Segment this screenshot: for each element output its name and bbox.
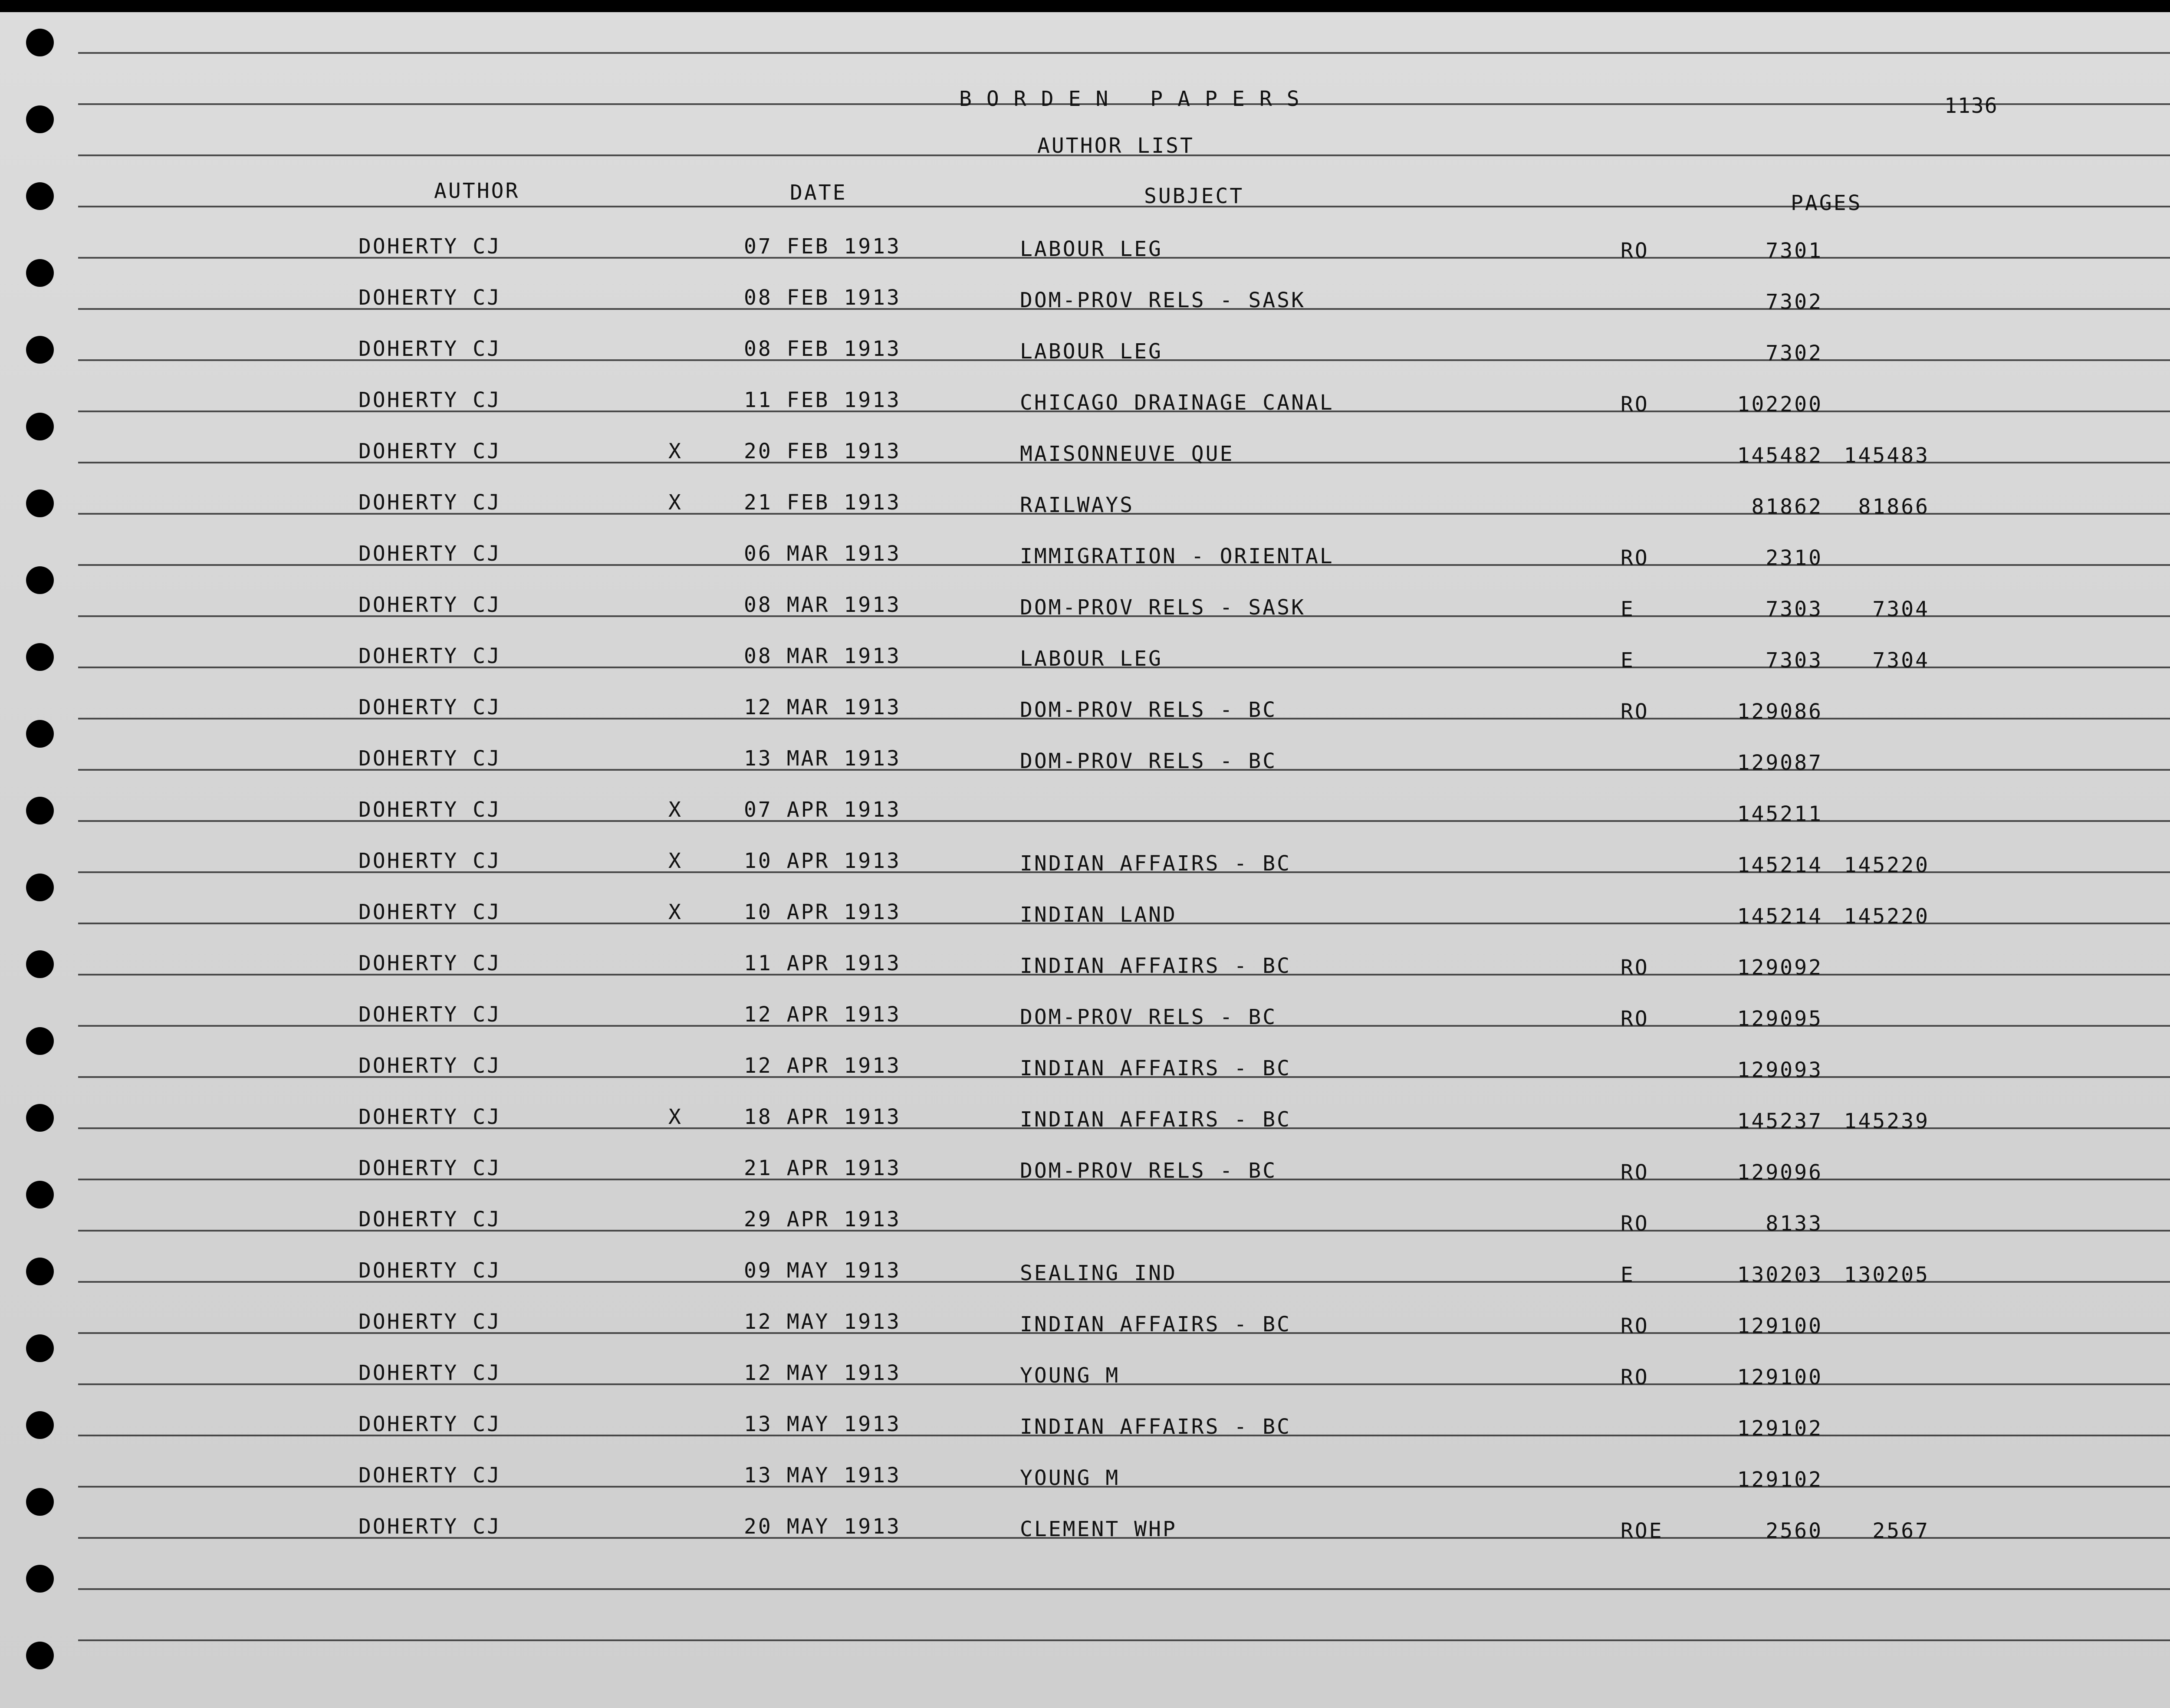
subject-cell: DOM-PROV RELS - BC xyxy=(1020,1005,1277,1029)
page-start-cell: 7302 xyxy=(1766,290,1823,314)
column-header-date: DATE xyxy=(790,181,847,205)
date-cell: 08 FEB 1913 xyxy=(744,337,901,361)
feed-hole xyxy=(26,874,54,901)
page-start-cell: 7303 xyxy=(1766,597,1823,621)
code-cell: RO xyxy=(1621,1314,1649,1338)
author-cell: DOHERTY CJ xyxy=(358,798,501,822)
author-cell: DOHERTY CJ xyxy=(358,1412,501,1436)
date-cell: 20 FEB 1913 xyxy=(744,439,901,463)
subject-cell: LABOUR LEG xyxy=(1020,647,1163,671)
date-cell: 08 FEB 1913 xyxy=(744,286,901,310)
page-start-cell: 129102 xyxy=(1737,1416,1823,1441)
page-start-cell: 129100 xyxy=(1737,1314,1823,1338)
flag-cell: X xyxy=(668,900,683,924)
subject-cell: LABOUR LEG xyxy=(1020,339,1163,364)
code-cell: RO xyxy=(1621,1212,1649,1236)
feed-hole xyxy=(26,950,54,978)
flag-cell: X xyxy=(668,798,683,822)
subject-cell: RAILWAYS xyxy=(1020,493,1134,517)
author-cell: DOHERTY CJ xyxy=(358,1105,501,1129)
page-start-cell: 145214 xyxy=(1737,904,1823,929)
date-cell: 10 APR 1913 xyxy=(744,849,901,873)
feed-hole xyxy=(26,1104,54,1132)
subject-cell: IMMIGRATION - ORIENTAL xyxy=(1020,544,1334,568)
page-end-cell: 145483 xyxy=(1844,443,1930,468)
date-cell: 10 APR 1913 xyxy=(744,900,901,924)
date-cell: 21 APR 1913 xyxy=(744,1156,901,1180)
author-cell: DOHERTY CJ xyxy=(358,1258,501,1283)
page-end-cell: 7304 xyxy=(1872,648,1930,673)
date-cell: 11 APR 1913 xyxy=(744,951,901,976)
feed-hole xyxy=(26,29,54,56)
page-start-cell: 102200 xyxy=(1737,392,1823,417)
feed-hole xyxy=(26,489,54,517)
feed-hole xyxy=(26,720,54,748)
date-cell: 13 MAY 1913 xyxy=(744,1412,901,1436)
page-start-cell: 129095 xyxy=(1737,1007,1823,1031)
page-end-cell: 81866 xyxy=(1858,495,1930,519)
flag-cell: X xyxy=(668,1105,683,1129)
code-cell: ROE xyxy=(1621,1519,1664,1543)
column-header-subject: SUBJECT xyxy=(1144,184,1244,208)
date-cell: 12 APR 1913 xyxy=(744,1054,901,1078)
author-cell: DOHERTY CJ xyxy=(358,234,501,259)
code-cell: RO xyxy=(1621,1007,1649,1031)
author-cell: DOHERTY CJ xyxy=(358,286,501,310)
date-cell: 12 MAY 1913 xyxy=(744,1361,901,1385)
author-cell: DOHERTY CJ xyxy=(358,1361,501,1385)
author-cell: DOHERTY CJ xyxy=(358,1002,501,1027)
feed-hole xyxy=(26,1334,54,1362)
page-start-cell: 129093 xyxy=(1737,1058,1823,1082)
printout-sheet xyxy=(0,12,2170,1708)
subject-cell: DOM-PROV RELS - BC xyxy=(1020,749,1277,773)
date-cell: 18 APR 1913 xyxy=(744,1105,901,1129)
code-cell: E xyxy=(1621,597,1635,621)
page-end-cell: 145239 xyxy=(1844,1109,1930,1133)
feed-hole xyxy=(26,1411,54,1439)
page-start-cell: 129102 xyxy=(1737,1468,1823,1492)
subject-cell: CLEMENT WHP xyxy=(1020,1517,1177,1541)
page-start-cell: 129087 xyxy=(1737,751,1823,775)
page-start-cell: 145214 xyxy=(1737,853,1823,877)
code-cell: RO xyxy=(1621,700,1649,724)
feed-hole xyxy=(26,1488,54,1516)
date-cell: 07 FEB 1913 xyxy=(744,234,901,259)
author-cell: DOHERTY CJ xyxy=(358,746,501,771)
date-cell: 21 FEB 1913 xyxy=(744,490,901,515)
page-start-cell: 145482 xyxy=(1737,443,1823,468)
author-cell: DOHERTY CJ xyxy=(358,388,501,412)
date-cell: 13 MAR 1913 xyxy=(744,746,901,771)
author-cell: DOHERTY CJ xyxy=(358,695,501,719)
feed-hole xyxy=(26,1027,54,1055)
subject-cell: INDIAN AFFAIRS - BC xyxy=(1020,1312,1292,1337)
feed-hole xyxy=(26,413,54,440)
page-number: 1136 xyxy=(1944,94,1998,118)
page-start-cell: 145211 xyxy=(1737,802,1823,826)
feed-hole xyxy=(26,566,54,594)
date-cell: 08 MAR 1913 xyxy=(744,593,901,617)
date-cell: 11 FEB 1913 xyxy=(744,388,901,412)
code-cell: RO xyxy=(1621,956,1649,980)
rule-line xyxy=(78,52,2170,54)
code-cell: RO xyxy=(1621,392,1649,417)
flag-cell: X xyxy=(668,439,683,463)
subject-cell: DOM-PROV RELS - BC xyxy=(1020,1159,1277,1183)
page-end-cell: 145220 xyxy=(1844,904,1930,929)
subject-cell: INDIAN AFFAIRS - BC xyxy=(1020,954,1292,978)
author-cell: DOHERTY CJ xyxy=(358,1156,501,1180)
code-cell: E xyxy=(1621,1263,1635,1287)
document-title: BORDEN PAPERS xyxy=(959,87,1314,111)
subject-cell: DOM-PROV RELS - SASK xyxy=(1020,595,1305,620)
flag-cell: X xyxy=(668,849,683,873)
page-start-cell: 7301 xyxy=(1766,239,1823,263)
code-cell: RO xyxy=(1621,1160,1649,1185)
date-cell: 12 MAR 1913 xyxy=(744,695,901,719)
page-start-cell: 2310 xyxy=(1766,546,1823,570)
author-cell: DOHERTY CJ xyxy=(358,1310,501,1334)
date-cell: 13 MAY 1913 xyxy=(744,1463,901,1488)
rule-line xyxy=(78,1639,2170,1641)
document-subtitle: AUTHOR LIST xyxy=(1037,134,1194,158)
author-cell: DOHERTY CJ xyxy=(358,490,501,515)
feed-hole xyxy=(26,1565,54,1593)
page-end-cell: 7304 xyxy=(1872,597,1930,621)
date-cell: 12 APR 1913 xyxy=(744,1002,901,1027)
date-cell: 20 MAY 1913 xyxy=(744,1514,901,1539)
author-cell: DOHERTY CJ xyxy=(358,1514,501,1539)
flag-cell: X xyxy=(668,490,683,515)
author-cell: DOHERTY CJ xyxy=(358,849,501,873)
page-start-cell: 129100 xyxy=(1737,1365,1823,1389)
code-cell: RO xyxy=(1621,1365,1649,1389)
page-start-cell: 2560 xyxy=(1766,1519,1823,1543)
date-cell: 08 MAR 1913 xyxy=(744,644,901,668)
author-cell: DOHERTY CJ xyxy=(358,1207,501,1232)
page-end-cell: 130205 xyxy=(1844,1263,1930,1287)
feed-hole xyxy=(26,105,54,133)
author-cell: DOHERTY CJ xyxy=(358,439,501,463)
author-cell: DOHERTY CJ xyxy=(358,951,501,976)
author-cell: DOHERTY CJ xyxy=(358,542,501,566)
column-header-pages: PAGES xyxy=(1791,191,1862,215)
date-cell: 06 MAR 1913 xyxy=(744,542,901,566)
subject-cell: MAISONNEUVE QUE xyxy=(1020,442,1234,466)
subject-cell: CHICAGO DRAINAGE CANAL xyxy=(1020,391,1334,415)
subject-cell: DOM-PROV RELS - SASK xyxy=(1020,288,1305,312)
page-start-cell: 129092 xyxy=(1737,956,1823,980)
author-cell: DOHERTY CJ xyxy=(358,1463,501,1488)
subject-cell: INDIAN AFFAIRS - BC xyxy=(1020,1056,1292,1081)
page-end-cell: 2567 xyxy=(1872,1519,1930,1543)
author-cell: DOHERTY CJ xyxy=(358,593,501,617)
page-start-cell: 7303 xyxy=(1766,648,1823,673)
subject-cell: YOUNG M xyxy=(1020,1363,1120,1388)
date-cell: 12 MAY 1913 xyxy=(744,1310,901,1334)
rule-line xyxy=(78,1588,2170,1590)
page-end-cell: 145220 xyxy=(1844,853,1930,877)
subject-cell: INDIAN AFFAIRS - BC xyxy=(1020,851,1292,876)
page-start-cell: 129096 xyxy=(1737,1160,1823,1185)
author-cell: DOHERTY CJ xyxy=(358,644,501,668)
subject-cell: INDIAN AFFAIRS - BC xyxy=(1020,1415,1292,1439)
subject-cell: INDIAN LAND xyxy=(1020,903,1177,927)
feed-hole xyxy=(26,182,54,210)
subject-cell: DOM-PROV RELS - BC xyxy=(1020,698,1277,722)
feed-hole xyxy=(26,259,54,287)
page-start-cell: 81862 xyxy=(1751,495,1823,519)
feed-hole xyxy=(26,1258,54,1285)
author-cell: DOHERTY CJ xyxy=(358,900,501,924)
date-cell: 07 APR 1913 xyxy=(744,798,901,822)
page-start-cell: 145237 xyxy=(1737,1109,1823,1133)
subject-cell: SEALING IND xyxy=(1020,1261,1177,1285)
date-cell: 29 APR 1913 xyxy=(744,1207,901,1232)
page-start-cell: 130203 xyxy=(1737,1263,1823,1287)
page-start-cell: 7302 xyxy=(1766,341,1823,365)
subject-cell: INDIAN AFFAIRS - BC xyxy=(1020,1107,1292,1132)
feed-hole xyxy=(26,643,54,671)
date-cell: 09 MAY 1913 xyxy=(744,1258,901,1283)
column-header-author: AUTHOR xyxy=(434,179,520,203)
page-start-cell: 129086 xyxy=(1737,700,1823,724)
code-cell: E xyxy=(1621,648,1635,673)
subject-cell: LABOUR LEG xyxy=(1020,237,1163,261)
feed-hole xyxy=(26,1181,54,1209)
author-cell: DOHERTY CJ xyxy=(358,337,501,361)
code-cell: RO xyxy=(1621,546,1649,570)
feed-hole xyxy=(26,336,54,364)
subject-cell: YOUNG M xyxy=(1020,1466,1120,1490)
author-cell: DOHERTY CJ xyxy=(358,1054,501,1078)
feed-hole xyxy=(26,797,54,824)
code-cell: RO xyxy=(1621,239,1649,263)
feed-hole xyxy=(26,1642,54,1669)
page-start-cell: 8133 xyxy=(1766,1212,1823,1236)
